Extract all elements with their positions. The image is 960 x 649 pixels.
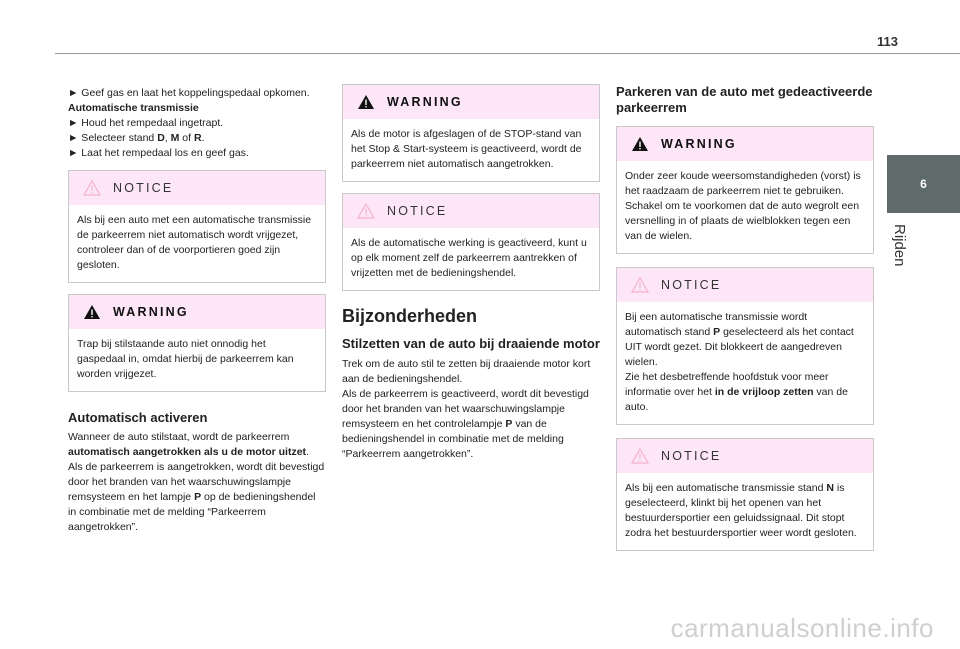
notice-box — [342, 193, 600, 291]
notice-text: Bij een automatische transmissie wordt automatisch stand P geselecteerd als het contact UIT wordt gezet. Dit blokkeert de aangedreven wielen. Zie het desbetreffende hoofdstuk voor meer informatie over het in de vrijloop zetten van de auto. — [625, 311, 854, 413]
warning-triangle-filled-icon — [631, 136, 649, 152]
warning-header — [343, 85, 599, 119]
select-step: ► Selecteer stand D, M of R. — [68, 132, 205, 144]
auto-step: ► Houd het rempedaal ingetrapt. — [68, 117, 224, 129]
warning-text: Trap bij stilstaande auto niet onnodig het gaspedaal in, omdat hierbij de parkeerrem kan worden vrijgezet. — [77, 338, 294, 380]
section-title: Automatisch activeren — [68, 410, 208, 425]
warning-header — [69, 295, 325, 329]
notice-header — [617, 268, 873, 302]
column-3 — [616, 84, 874, 551]
column-2 — [342, 84, 600, 462]
warning-triangle-outline-icon — [631, 448, 649, 464]
notice-text: Als bij een auto met een automatische transmissie de parkeerrem niet automatisch wordt vrijgezet, controleer dan of de voorportieren goed zijn gesloten. — [77, 214, 312, 271]
auto-heading: Automatische transmissie — [68, 102, 199, 114]
notice-box — [68, 170, 326, 283]
warning-triangle-outline-icon — [357, 203, 375, 219]
notice-title: NOTICE — [661, 448, 722, 463]
warning-triangle-filled-icon — [83, 304, 101, 320]
warning-text: Als de motor is afgeslagen of de STOP-stand van het Stop & Start-systeem is geactiveerd, wordt de parkeerrem niet automatisch aangetrokken. — [351, 128, 582, 170]
notice-header — [343, 194, 599, 228]
warning-triangle-outline-icon — [83, 180, 101, 196]
chapter-title: Rijden — [891, 224, 908, 267]
header-rule — [55, 53, 960, 54]
section-title: Parkeren van de auto met gedeactiveerde parkeerrem — [616, 84, 873, 115]
warning-text: Onder zeer koude weersomstandigheden (vorst) is het raadzaam de parkeerrem niet te gebruiken. Schakel om te voorkomen dat de auto wegrolt een versnelling in of plaats de wielblokken tegen een van de wielen. — [625, 170, 861, 242]
paragraph: Wanneer de auto stilstaat, wordt de parkeerrem automatisch aangetrokken als u de motor uitzet. — [68, 431, 309, 458]
notice-box — [616, 438, 874, 551]
notice-text: Als bij een automatische transmissie stand N is geselecteerd, klinkt bij het openen van het bestuurdersportier een geluidssignaal. Dit stopt zodra het bestuurdersportier weer wordt gesloten. — [625, 482, 857, 539]
warning-triangle-filled-icon — [357, 94, 375, 110]
warning-title: WARNING — [661, 136, 737, 151]
column-1 — [68, 86, 326, 535]
page-number: 113 — [877, 34, 898, 49]
paragraph: Trek om de auto stil te zetten bij draaiende motor kort aan de bedieningshendel. — [342, 358, 591, 385]
notice-title: NOTICE — [387, 203, 448, 218]
warning-box — [342, 84, 600, 182]
paragraph: Als de parkeerrem is geactiveerd, wordt dit bevestigd door het branden van het waarschuwingslampje remsysteem en het controlelampje P van de bedieningshendel in combinatie met de melding “Parkeerrem aangetrokken”. — [342, 388, 589, 460]
auto-step: ► Laat het rempedaal los en geef gas. — [68, 147, 249, 159]
notice-text: Als de automatische werking is geactiveerd, kunt u op elk moment zelf de parkeerrem aantrekken of vrijzetten met de bedieningshendel. — [351, 237, 587, 279]
warning-box — [616, 126, 874, 254]
notice-title: NOTICE — [661, 277, 722, 292]
section-title: Bijzonderheden — [342, 306, 478, 326]
notice-box — [616, 267, 874, 425]
warning-title: WARNING — [387, 94, 463, 109]
intro-step: ► Geef gas en laat het koppelingspedaal opkomen. — [68, 87, 310, 99]
watermark: carmanualsonline.info — [670, 613, 934, 643]
subsection-title: Stilzetten van de auto bij draaiende motor — [342, 336, 600, 351]
warning-box — [68, 294, 326, 392]
notice-title: NOTICE — [113, 180, 174, 195]
chapter-label — [888, 224, 914, 274]
notice-header — [69, 171, 325, 205]
warning-header — [617, 127, 873, 161]
warning-triangle-outline-icon — [631, 277, 649, 293]
notice-header — [617, 439, 873, 473]
paragraph: Als de parkeerrem is aangetrokken, wordt dit bevestigd door het branden van het waarschuwingslampje remsysteem en het lampje P op de bedieningshendel in combinatie met de melding “Parkeerrem aangetrokken”. — [68, 461, 325, 533]
warning-title: WARNING — [113, 304, 189, 319]
chapter-tab[interactable]: 6 — [887, 155, 960, 213]
